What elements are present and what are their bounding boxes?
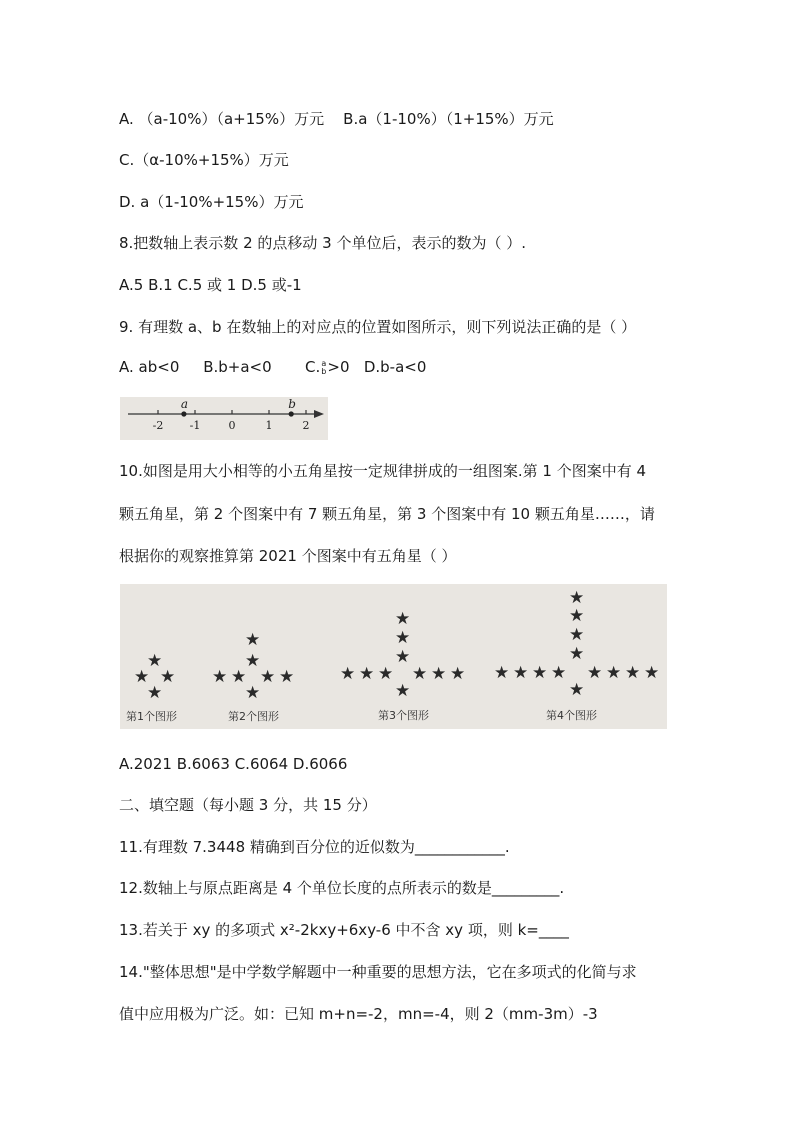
star-icon: ★ <box>147 683 163 703</box>
q8-options: A.5 B.1 C.5 或 1 D.5 或-1 <box>119 276 302 294</box>
q8-stem: 8.把数轴上表示数 2 的点移动 3 个单位后，表示的数为（ ）. <box>119 234 527 252</box>
star-icon: ★ <box>569 588 585 608</box>
star-icon: ★ <box>494 663 510 683</box>
q10-stem-line-3: 根据你的观察推算第 2021 个图案中有五角星（ ） <box>119 547 457 565</box>
star-icon: ★ <box>431 664 447 684</box>
axis-arrow <box>314 410 324 418</box>
star-icon: ★ <box>532 663 548 683</box>
q9-option-a: A. ab<0 <box>119 358 180 376</box>
star-icon: ★ <box>569 625 585 645</box>
q10-stem-line-1: 10.如图是用大小相等的小五角星按一定规律拼成的一组图案.第 1 个图案中有 4 <box>119 462 647 480</box>
point-b-label: b <box>288 397 296 411</box>
axis-tick-label: -2 <box>152 419 164 432</box>
point-a-label: a <box>180 397 189 411</box>
star-icon: ★ <box>212 667 228 687</box>
q9-fraction-denominator: b <box>321 366 327 376</box>
star-icon: ★ <box>625 663 641 683</box>
star-icon: ★ <box>245 630 261 650</box>
figure-4-caption: 第4个图形 <box>546 709 597 722</box>
star-icon: ★ <box>160 667 176 687</box>
star-icon: ★ <box>569 606 585 626</box>
star-icon: ★ <box>395 647 411 667</box>
star-icon: ★ <box>134 667 150 687</box>
star-icon: ★ <box>395 681 411 701</box>
star-icon: ★ <box>245 651 261 671</box>
q7-option-b: B.a（1-10%）（1+15%）万元 <box>343 110 554 128</box>
q9-fraction-numerator: a <box>321 358 327 368</box>
figure-3-caption: 第3个图形 <box>378 709 429 722</box>
q7-option-c: C.（α-10%+15%）万元 <box>119 151 289 169</box>
q9-option-d: D.b-a<0 <box>363 358 427 376</box>
axis-tick-label: -1 <box>189 419 201 432</box>
axis-ticks <box>153 410 310 432</box>
number-line-svg <box>120 397 328 440</box>
star-icon: ★ <box>644 663 660 683</box>
star-pattern-figure <box>120 584 667 729</box>
q9-stem: 9. 有理数 a、b 在数轴上的对应点的位置如图所示，则下列说法正确的是（ ） <box>119 318 637 336</box>
point-a <box>181 411 186 416</box>
q9-fraction <box>321 360 326 376</box>
q14-line-1: 14."整体思想"是中学数学解题中一种重要的思想方法，它在多项式的化简与求 <box>119 963 637 981</box>
number-line-figure <box>120 397 328 440</box>
figure-1-caption: 第1个图形 <box>126 710 177 723</box>
q7-option-d: D. a（1-10%+15%）万元 <box>119 193 304 211</box>
star-icon: ★ <box>260 667 276 687</box>
q7-option-a: A. （a-10%）（a+15%）万元 <box>119 110 325 128</box>
q13: 13.若关于 xy 的多项式 x²-2kxy+6xy-6 中不含 xy 项，则 k=____ <box>119 921 569 939</box>
q9-option-c-suffix: >0 <box>327 358 350 376</box>
q11: 11.有理数 7.3448 精确到百分位的近似数为____________. <box>119 838 510 856</box>
star-icon: ★ <box>359 664 375 684</box>
star-icon: ★ <box>378 664 394 684</box>
q10-options: A.2021 B.6063 C.6064 D.6066 <box>119 755 348 773</box>
star-icon: ★ <box>606 663 622 683</box>
star-icon: ★ <box>587 663 603 683</box>
star-icon: ★ <box>395 609 411 629</box>
star-icon: ★ <box>513 663 529 683</box>
star-icon: ★ <box>340 664 356 684</box>
star-icon: ★ <box>569 680 585 700</box>
star-icon: ★ <box>147 651 163 671</box>
star-icon: ★ <box>551 663 567 683</box>
star-icon: ★ <box>245 683 261 703</box>
star-icon: ★ <box>412 664 428 684</box>
star-icon: ★ <box>231 667 247 687</box>
axis-tick-label: 0 <box>228 419 236 432</box>
point-b <box>289 411 294 416</box>
star-icon: ★ <box>450 664 466 684</box>
q9-options-row <box>119 357 426 377</box>
q14-line-2: 值中应用极为广泛。如：已知 m+n=-2，mn=-4，则 2（mm-3m）-3 <box>119 1005 598 1023</box>
q12: 12.数轴上与原点距离是 4 个单位长度的点所表示的数是_________. <box>119 879 565 897</box>
star-icon: ★ <box>569 644 585 664</box>
star-icon: ★ <box>279 667 295 687</box>
star-icon: ★ <box>395 628 411 648</box>
q9-option-b: B.b+a<0 <box>203 358 272 376</box>
figure-2-caption: 第2个图形 <box>228 710 279 723</box>
axis-tick-label: 2 <box>302 419 310 432</box>
q9-option-c-prefix: C. <box>305 358 321 376</box>
axis-tick-label: 1 <box>265 419 273 432</box>
q10-stem-line-2: 颗五角星，第 2 个图案中有 7 颗五角星，第 3 个图案中有 10 颗五角星……，请 <box>119 505 655 523</box>
q7-option-a-b-row <box>119 109 554 129</box>
section-2-heading: 二、填空题（每小题 3 分，共 15 分） <box>119 796 377 814</box>
q9-option-c <box>305 358 349 376</box>
